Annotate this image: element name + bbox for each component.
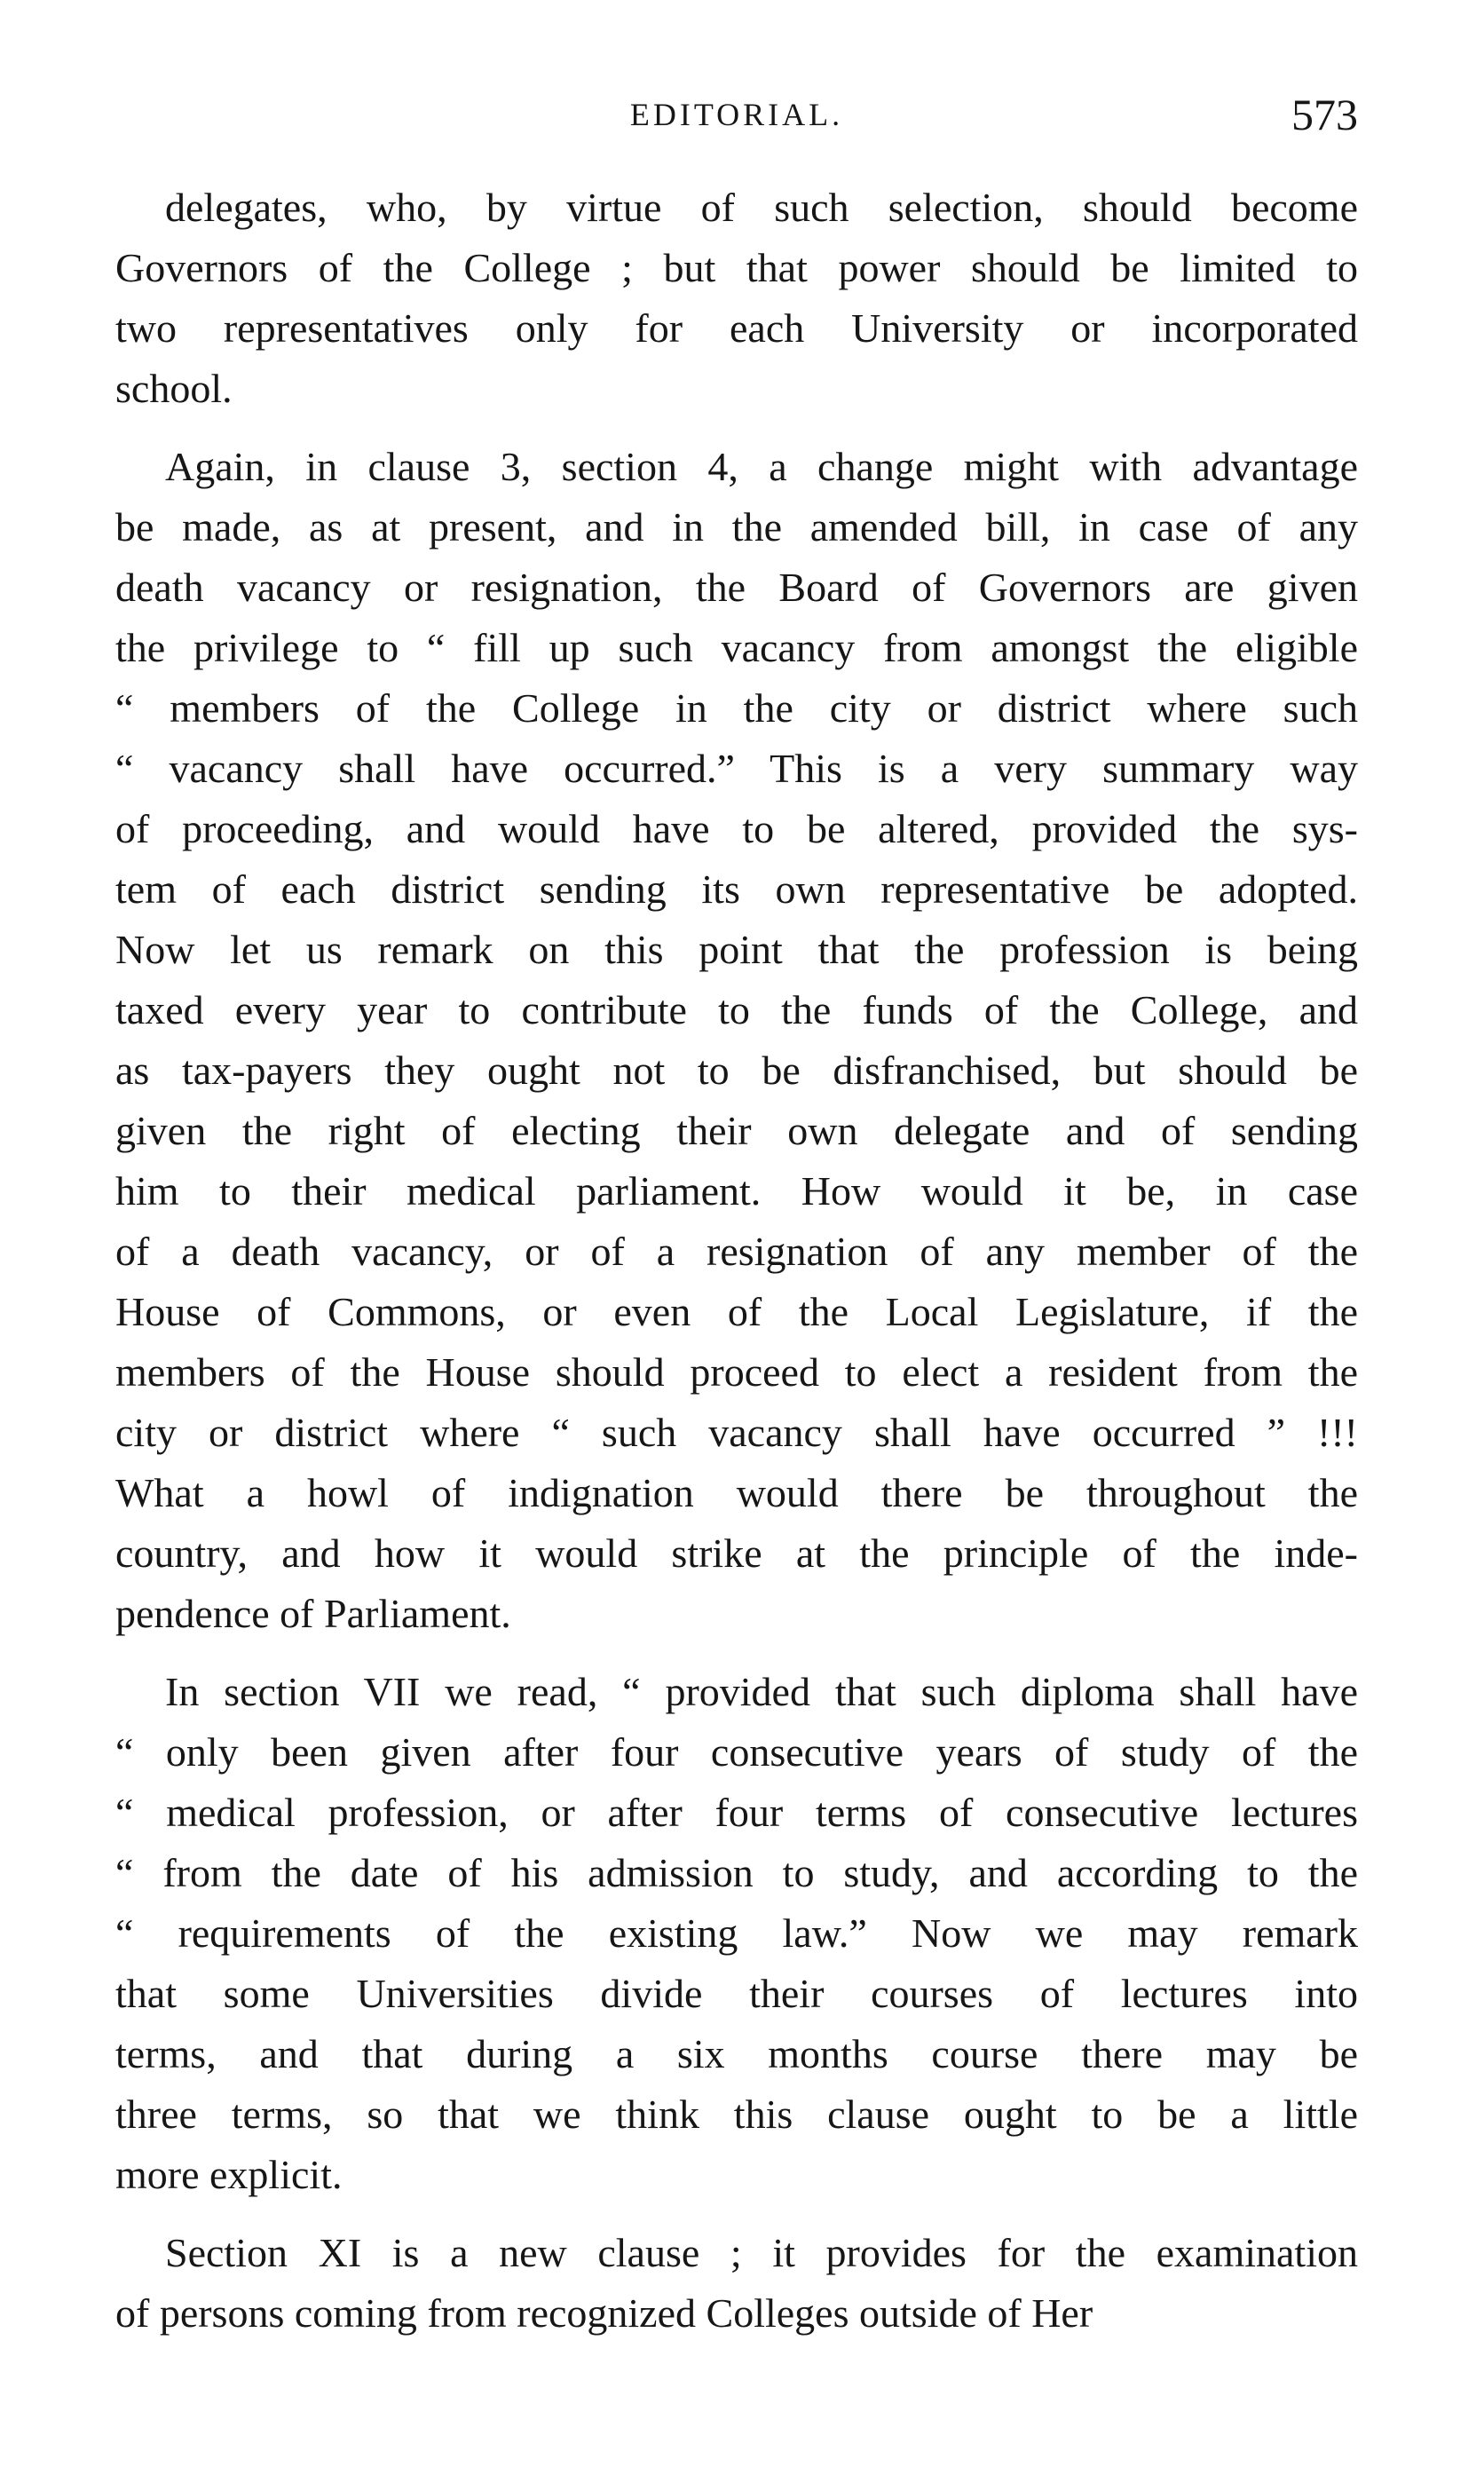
text-line: “ members of the College in the city or district where such xyxy=(115,685,1358,731)
text-line: the privilege to “ fill up such vacancy from amongst the eligible xyxy=(115,625,1358,670)
text-line: terms, and that during a six months course there may be xyxy=(115,2031,1358,2076)
paragraph xyxy=(115,437,1358,1644)
article-body xyxy=(115,178,1358,2344)
running-head xyxy=(115,89,1358,142)
page-number: 573 xyxy=(1291,90,1358,139)
text-line: be made, as at present, and in the amended bill, in case of any xyxy=(115,504,1358,550)
text-line: taxed every year to contribute to the funds of the College, and xyxy=(115,987,1358,1032)
text-line: given the right of electing their own delegate and of sending xyxy=(115,1108,1358,1153)
text-line: school. xyxy=(115,366,233,411)
text-line: Section XI is a new clause ; it provides for the examination xyxy=(165,2230,1358,2275)
text-line: tem of each district sending its own representative be adopted. xyxy=(115,866,1358,912)
text-line: “ from the date of his admission to study, and according to the xyxy=(115,1850,1358,1895)
text-line: pendence of Parliament. xyxy=(115,1591,511,1636)
text-line: of proceeding, and would have to be altered, provided the sys- xyxy=(115,806,1358,851)
text-line: three terms, so that we think this clause ought to be a little xyxy=(115,2092,1358,2137)
text-line: “ vacancy shall have occurred.” This is a very summary way xyxy=(115,746,1358,791)
text-line: House of Commons, or even of the Local Legislature, if the xyxy=(115,1289,1358,1334)
text-line: more explicit. xyxy=(115,2152,343,2197)
paragraph xyxy=(115,178,1358,419)
text-line: that some Universities divide their courses of lectures into xyxy=(115,1971,1358,2016)
text-line: members of the House should proceed to elect a resident from the xyxy=(115,1349,1358,1395)
text-line: him to their medical parliament. How would it be, in case xyxy=(115,1168,1358,1214)
text-line: of a death vacancy, or of a resignation of any member of the xyxy=(115,1229,1358,1274)
text-line: In section VII we read, “ provided that such diploma shall have xyxy=(165,1669,1358,1714)
text-line: “ only been given after four consecutive years of study of the xyxy=(115,1729,1358,1775)
text-line: death vacancy or resignation, the Board of Governors are given xyxy=(115,565,1358,610)
text-line: “ requirements of the existing law.” Now we may remark xyxy=(115,1910,1358,1956)
text-line: two representatives only for each University or incorporated xyxy=(115,305,1358,351)
text-line: Governors of the College ; but that power should be limited to xyxy=(115,245,1358,290)
text-line: of persons coming from recognized Colleges outside of Her xyxy=(115,2290,1093,2336)
text-line: “ medical profession, or after four terms of consecutive lectures xyxy=(115,1790,1358,1835)
text-line: What a howl of indignation would there be throughout the xyxy=(115,1470,1358,1515)
text-line: as tax-payers they ought not to be disfranchised, but should be xyxy=(115,1048,1358,1093)
paragraph xyxy=(115,1662,1358,2205)
running-title: EDITORIAL. xyxy=(629,97,844,132)
text-line: Now let us remark on this point that the profession is being xyxy=(115,927,1358,972)
paragraph xyxy=(115,2223,1358,2344)
text-line: delegates, who, by virtue of such selection, should become xyxy=(165,185,1358,230)
text-line: city or district where “ such vacancy shall have occurred ” !!! xyxy=(115,1410,1358,1455)
text-line: country, and how it would strike at the principle of the inde- xyxy=(115,1530,1358,1576)
text-line: Again, in clause 3, section 4, a change might with advantage xyxy=(165,444,1358,489)
